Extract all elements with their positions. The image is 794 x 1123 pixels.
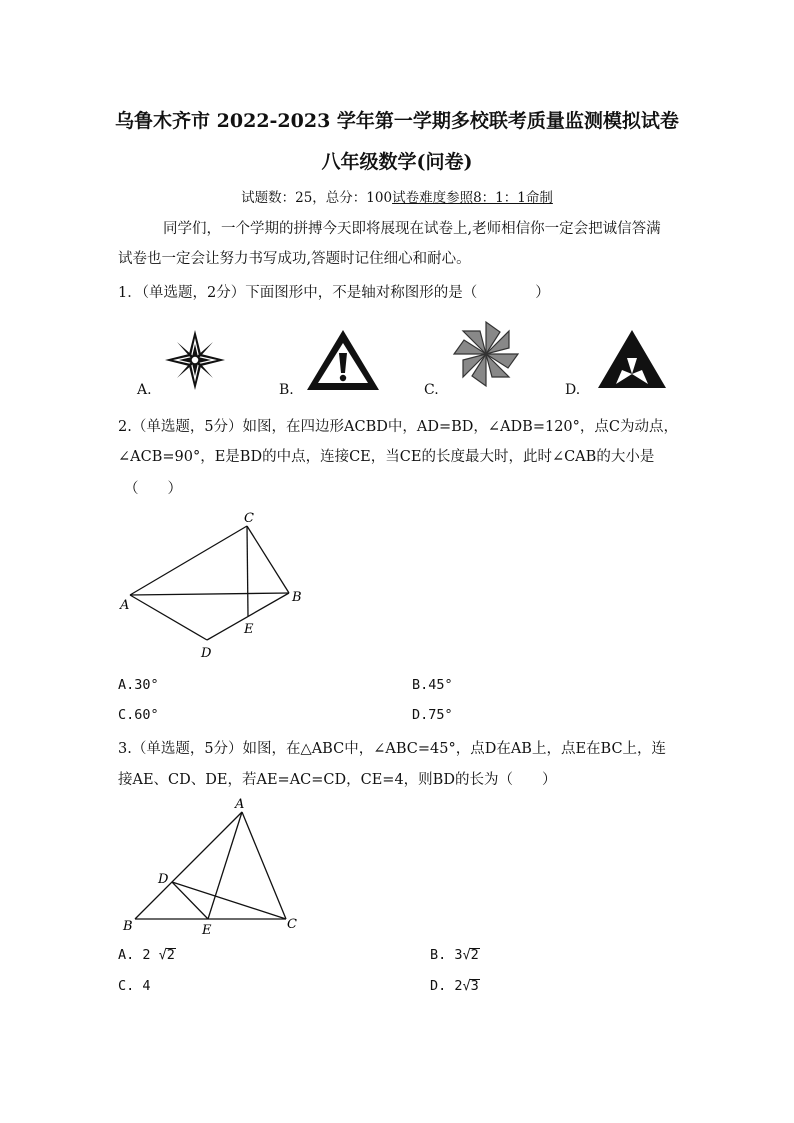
q2-segment-ce [247, 526, 248, 616]
q3-option-b[interactable] [430, 947, 480, 963]
intro-line-2: 试卷也一定会让努力书写成功,答题时记住细心和耐心。 [118, 251, 471, 267]
q2-segment-cb [247, 526, 289, 593]
q3-option-d-radicand: 3 [470, 978, 479, 994]
q3-stem-line-1: 3.（单选题，5分）如图，在△ABC中，∠ABC=45°，点D在AB上，点E在BC上，连 [118, 741, 667, 757]
q2-segment-ac [130, 526, 247, 595]
sqrt-icon: √ [462, 947, 471, 963]
q3-option-a-radicand: 2 [166, 947, 175, 963]
q2-option-a[interactable]: A.30° [118, 677, 159, 693]
q3-label-b: B [123, 919, 133, 934]
sqrt-icon: √ [462, 978, 471, 994]
q1-figure-a-star [163, 328, 227, 392]
q1-option-b[interactable]: B. [279, 382, 294, 398]
q1-option-a[interactable]: A. [137, 382, 152, 398]
q2-label-c: C [244, 511, 254, 526]
q1-figure-c-pinwheel [450, 318, 522, 390]
q3-option-d[interactable] [430, 978, 480, 994]
q2-label-b: B [292, 590, 302, 605]
q3-label-e: E [202, 923, 212, 938]
exam-subtitle: 八年级数学(问卷) [321, 151, 473, 173]
exam-title: 乌鲁木齐市 2022-2023 学年第一学期多校联考质量监测模拟试卷 [115, 110, 679, 132]
exam-meta-info: 试题数：25，总分：100 [241, 190, 393, 206]
q2-stem-line-2: ∠ACB=90°，E是BD的中点，连接CE，当CE的长度最大时，此时∠CAB的大小是 [118, 449, 655, 465]
q2-label-d: D [201, 646, 212, 661]
q2-stem-line-1: 2.（单选题，5分）如图，在四边形ACBD中，AD=BD，∠ADB=120°，点C为动点， [118, 419, 679, 435]
sqrt-icon: √ [158, 947, 167, 963]
q1-figure-d-triangle-tristar [596, 328, 668, 390]
exam-meta-difficulty: 试卷难度参照8：1：1命制 [392, 190, 553, 206]
q2-option-d[interactable]: D.75° [412, 707, 453, 723]
q3-option-b-prefix: B. 3 [430, 947, 463, 963]
q3-triangle-figure [116, 794, 306, 942]
q2-label-a: A [120, 598, 130, 613]
q2-segment-ab [130, 593, 289, 595]
q3-option-a[interactable] [118, 947, 176, 963]
q3-label-c: C [287, 917, 297, 932]
q2-option-c[interactable]: C.60° [118, 707, 159, 723]
intro-line-1: 同学们，一个学期的拼搏今天即将展现在试卷上,老师相信你一定会把诚信答满 [163, 221, 661, 237]
q3-option-d-prefix: D. 2 [430, 978, 463, 994]
q1-figure-b-warning-sign [304, 327, 382, 393]
q1-option-d[interactable]: D. [565, 382, 581, 398]
q2-label-e: E [244, 622, 254, 637]
q2-segment-ad [130, 595, 207, 640]
q3-option-c[interactable]: C. 4 [118, 978, 151, 994]
q2-option-b[interactable]: B.45° [412, 677, 453, 693]
exam-meta [0, 186, 794, 206]
q3-option-a-prefix: A. 2 [118, 947, 151, 963]
q2-quadrilateral-figure [116, 506, 316, 664]
q1-stem: 1．（单选题，2分）下面图形中，不是轴对称图形的是（ ） [118, 285, 550, 301]
q3-segment-ac [242, 812, 286, 919]
q1-option-c[interactable]: C. [424, 382, 439, 398]
q2-stem-line-3: （ ） [124, 481, 182, 497]
q3-label-d: D [158, 872, 169, 887]
q3-option-b-radicand: 2 [470, 947, 479, 963]
q3-label-a: A [235, 797, 245, 812]
q3-stem-line-2: 接AE、CD、DE，若AE=AC=CD，CE=4，则BD的长为（ ） [118, 772, 557, 788]
q3-segment-ab [135, 812, 242, 919]
